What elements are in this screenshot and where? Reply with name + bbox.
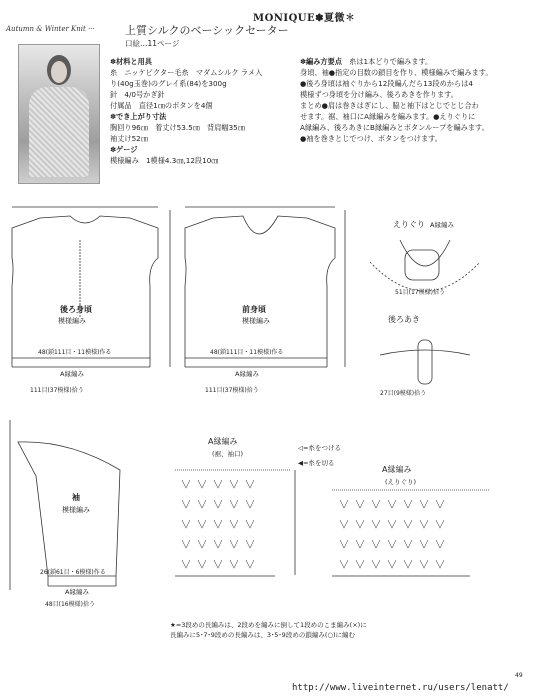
brand-title: MONIQUE✽夏微✽ [253,13,356,24]
page-number: 49 [515,672,523,679]
materials-line: 針 4/0号かぎ針 [110,90,165,99]
back-chain-count: 48(鎖111目・11模様)作る [38,349,112,356]
front-chain-count: 48(鎖111目・11模様)作る [210,349,284,356]
source-url: http://www.liveinternet.ru/users/lenatt/ [292,683,509,693]
series-subtitle: Autumn & Winter Knit ··· [6,25,95,33]
sleeve-pick-count: 48目(16模様)拾う [45,601,95,608]
method-line: 模様ずつ身頃を分け編み、後ろあきを作ります。 [300,90,458,99]
back-body-pattern: 模様編み [58,317,86,325]
sleeve-edge-label: A縁編み [65,588,89,596]
sleeve-pattern: 模様編み [62,506,90,514]
materials-heading: ✽材料と用具 [110,57,152,66]
front-edge-label: A縁編み [235,370,259,378]
materials-line: 糸 ニッケビクター毛糸 マダムシルク ラメ入 [110,68,263,77]
back-pick-count: 111目(37模様)拾う [30,387,84,394]
page-reference: 口絵…11ページ [125,39,180,48]
method-line: A縁編み、後ろあきにB縁編みとボタンループを編みます。 [300,123,489,132]
method-line: ●袖を巻きとじでつけ、ボタンをつけます。 [300,134,442,143]
back-body-label: 後ろ身頃 [60,305,92,314]
neck-title: えりぐり [393,220,425,229]
method-line: ●後ろ身頃は袖ぐりから12段編んだら13段めからは4 [300,79,473,88]
chart-footnote [170,620,367,640]
legend-cut-yarn: ◀=糸を切る [298,459,335,467]
method-heading-note: 糸は1本どりで編みます。 [349,57,433,66]
gauge-heading: ✽ゲージ [110,145,138,154]
sleeve-chain-count: 26(鎖61目・6模様)作る [40,569,106,576]
gauge-line: 模様編み 1模様4.3㎝,12段10㎝ [110,156,219,165]
stitch-chart-a2 [340,500,444,568]
size-heading: ✽でき上がり寸法 [110,112,167,121]
materials-line: り(40g玉巻)のグレイ系(84)を300g [110,79,227,88]
back-opening-count: 27目(9模様)拾う [380,390,427,397]
back-edge-label: A縁編み [60,370,84,378]
chart-a-subtitle: (裾、袖口) [212,450,244,458]
back-opening-title: 後ろあき [388,315,420,324]
stitch-chart-a [182,480,254,568]
size-line: 胸回り96㎝ 着丈け53.5㎝ 背肩幅35㎝ [110,123,245,132]
chart-footnote-line: 長編みに5･7･9段めの長編みは、3･5･9段めの鎖編み(○)に編む [170,631,356,639]
front-pick-count: 111目(37模様)拾う [205,387,259,394]
page-title: 上質シルクのベーシックセーター [125,24,289,37]
front-body-label: 前身頃 [242,305,266,314]
method-line: 身頃、袖●指定の目数の鎖目を作り、模様編みで編みます。 [300,68,493,77]
chart-a-title: A縁編み [208,437,238,446]
size-line: 袖丈け52㎝ [110,134,148,143]
method-line: せます。裾、袖口にA縁編みを編みます。●えりぐりに [300,112,476,121]
sleeve-label: 袖 [72,493,80,502]
chart-a2-title: A縁編み [382,465,412,474]
method-line: まとめ●肩は巻きはぎにし、脇と袖下はとじでとじ合わ [300,101,479,110]
method-heading: ✽編み方要点 [300,57,342,66]
neck-pattern: A縁編み [430,221,454,229]
materials-line: 付属品 直径1㎝のボタンを4個 [110,101,213,110]
front-body-pattern: 模様編み [242,317,270,325]
chart-footnote-line: ★=3段めの長編みは、2段めを編みに倒して1段めのこま編み(×)に [170,621,367,629]
neck-pick-count: 51目(17模様)拾う [395,289,445,296]
legend-attach-yarn: ◁=糸をつける [298,444,341,452]
chart-a2-subtitle: (えりぐり) [385,478,417,486]
